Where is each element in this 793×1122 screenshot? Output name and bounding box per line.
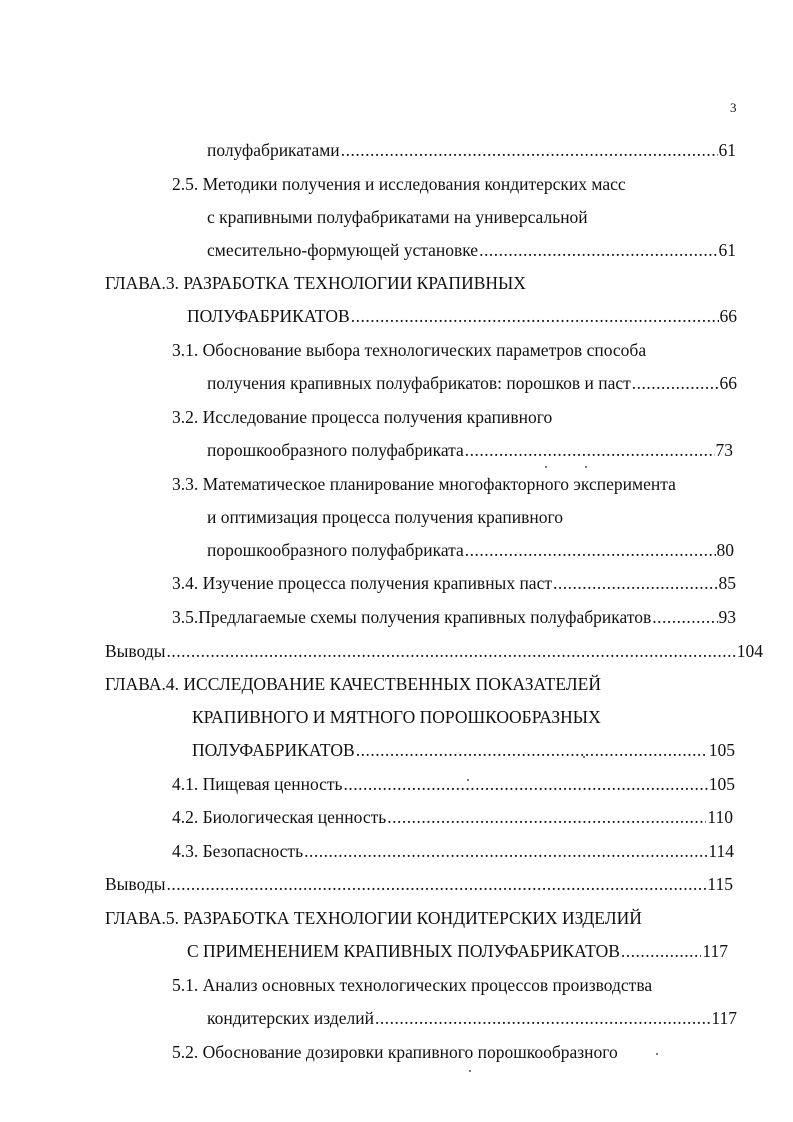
toc-entry [187,941,728,961]
toc-leader [304,841,707,861]
scan-speck [545,466,547,468]
toc-entry-text: 3.3. Математическое планирование многофакторного эксперимента [172,474,676,494]
toc-entry-page: 105 [708,774,735,794]
toc-entry-text: 4.3. Безопасность [172,841,304,861]
toc-entry [172,841,734,861]
toc-leader [166,874,706,894]
toc-chapter-heading [105,674,601,694]
toc-leader [344,774,708,794]
toc-entry-text: порошкообразного полуфабриката [207,440,464,460]
toc-entry-page: 61 [718,240,736,260]
toc-entry [172,1042,618,1062]
toc-entry-page: 114 [708,841,734,861]
toc-entry-text: ГЛАВА.5. РАЗРАБОТКА ТЕХНОЛОГИИ КОНДИТЕРСКИХ ИЗДЕЛИЙ [105,908,642,928]
toc-entry [105,874,733,894]
toc-entry-page: 117 [702,941,728,961]
toc-entry-page: 115 [707,874,733,894]
toc-entry-text: и оптимизация процесса получения крапивного [207,507,563,527]
toc-entry [187,306,737,326]
toc-entry-page: 105 [708,740,735,760]
toc-entry [207,540,734,560]
toc-entry-text: ПОЛУФАБРИКАТОВ [192,740,355,760]
toc-entry-page: 61 [718,140,736,160]
toc-leader [387,807,706,827]
toc-entry-text: порошкообразного полуфабриката [207,540,464,560]
toc-entry-text: Выводы [105,874,166,894]
toc-entry [192,740,735,760]
toc-entry [172,340,646,360]
toc-leader [465,440,715,460]
toc-entry [172,975,652,995]
toc-entry [172,573,736,593]
toc-entry-text: 5.1. Анализ основных технологических процессов производства [172,975,653,995]
toc-entry-page: 117 [711,1008,737,1028]
toc-entry-text: 3.5.Предлагаемые схемы получения крапивных полуфабрикатов [172,607,652,627]
toc-entry-text: смесительно-формующей установке [207,240,479,260]
toc-leader [465,540,716,560]
toc-entry-text: 3.1. Обоснование выбора технологических параметров способа [172,340,647,360]
toc-entry [172,474,676,494]
toc-entry [207,440,733,460]
toc-entry-text: ГЛАВА.4. ИССЛЕДОВАНИЕ КАЧЕСТВЕННЫХ ПОКАЗАТЕЛЕЙ [105,674,601,694]
toc-leader [341,140,718,160]
toc-leader [479,240,717,260]
toc-chapter-heading [192,707,601,727]
toc-entry-page: 104 [736,641,763,661]
toc-entry-text: 3.2. Исследование процесса получения крапивного [172,407,553,427]
toc-leader [166,641,735,661]
toc-entry-page: 66 [719,306,737,326]
toc-entry-page: 73 [715,440,733,460]
toc-entry [207,1008,737,1028]
toc-entry-text: 2.5. Методики получения и исследования кондитерских масс [172,174,626,194]
toc-entry-text: ПОЛУФАБРИКАТОВ [187,306,350,326]
toc-entry-text: ГЛАВА.3. РАЗРАБОТКА ТЕХНОЛОГИИ КРАПИВНЫХ [105,273,526,293]
toc-entry-text: 4.1. Пищевая ценность [172,774,343,794]
toc-entry-page: 85 [718,573,736,593]
toc-leader [375,1008,710,1028]
toc-leader [356,740,708,760]
toc-entry-text: полуфабрикатами [207,140,340,160]
scan-speck [467,779,469,781]
toc-entry [172,174,626,194]
toc-chapter-heading [105,273,526,293]
toc-entry-page: 80 [716,540,734,560]
toc-entry-page: 93 [718,607,736,627]
toc-entry [207,207,588,227]
toc-leader [351,306,719,326]
page-number: 3 [730,100,737,115]
toc-entry-text: 4.2. Биологическая ценность [172,807,387,827]
scan-speck [585,466,587,468]
toc-entry-page: 110 [707,807,733,827]
toc-entry [207,373,737,393]
toc-entry-text: С ПРИМЕНЕНИЕМ КРАПИВНЫХ ПОЛУФАБРИКАТОВ [187,941,620,961]
toc-entry [172,407,552,427]
toc-entry [105,641,763,661]
toc-entry [172,774,735,794]
toc-entry [207,140,736,160]
toc-chapter-heading [105,908,642,928]
toc-entry [172,607,736,627]
toc-leader [632,373,719,393]
toc-entry-text: получения крапивных полуфабрикатов: порошков и паст [207,373,631,393]
scan-speck [656,1053,658,1055]
toc-leader [553,573,718,593]
toc-entry-text: Выводы [105,641,166,661]
scan-speck [469,1070,471,1072]
toc-entry-page: 66 [719,373,737,393]
toc-entry-text: 5.2. Обоснование дозировки крапивного порошкообразного [172,1042,618,1062]
toc-entry-text: кондитерских изделий [207,1008,375,1028]
toc-leader [621,941,702,961]
toc-entry-text: 3.4. Изучение процесса получения крапивных паст [172,573,552,593]
scan-speck [583,756,585,758]
toc-entry-text: КРАПИВНОГО И МЯТНОГО ПОРОШКООБРАЗНЫХ [192,707,601,727]
toc-entry-text: с крапивными полуфабрикатами на универсальной [207,207,588,227]
toc-entry [207,507,563,527]
toc-leader [652,607,717,627]
toc-entry [207,240,736,260]
toc-entry [172,807,733,827]
